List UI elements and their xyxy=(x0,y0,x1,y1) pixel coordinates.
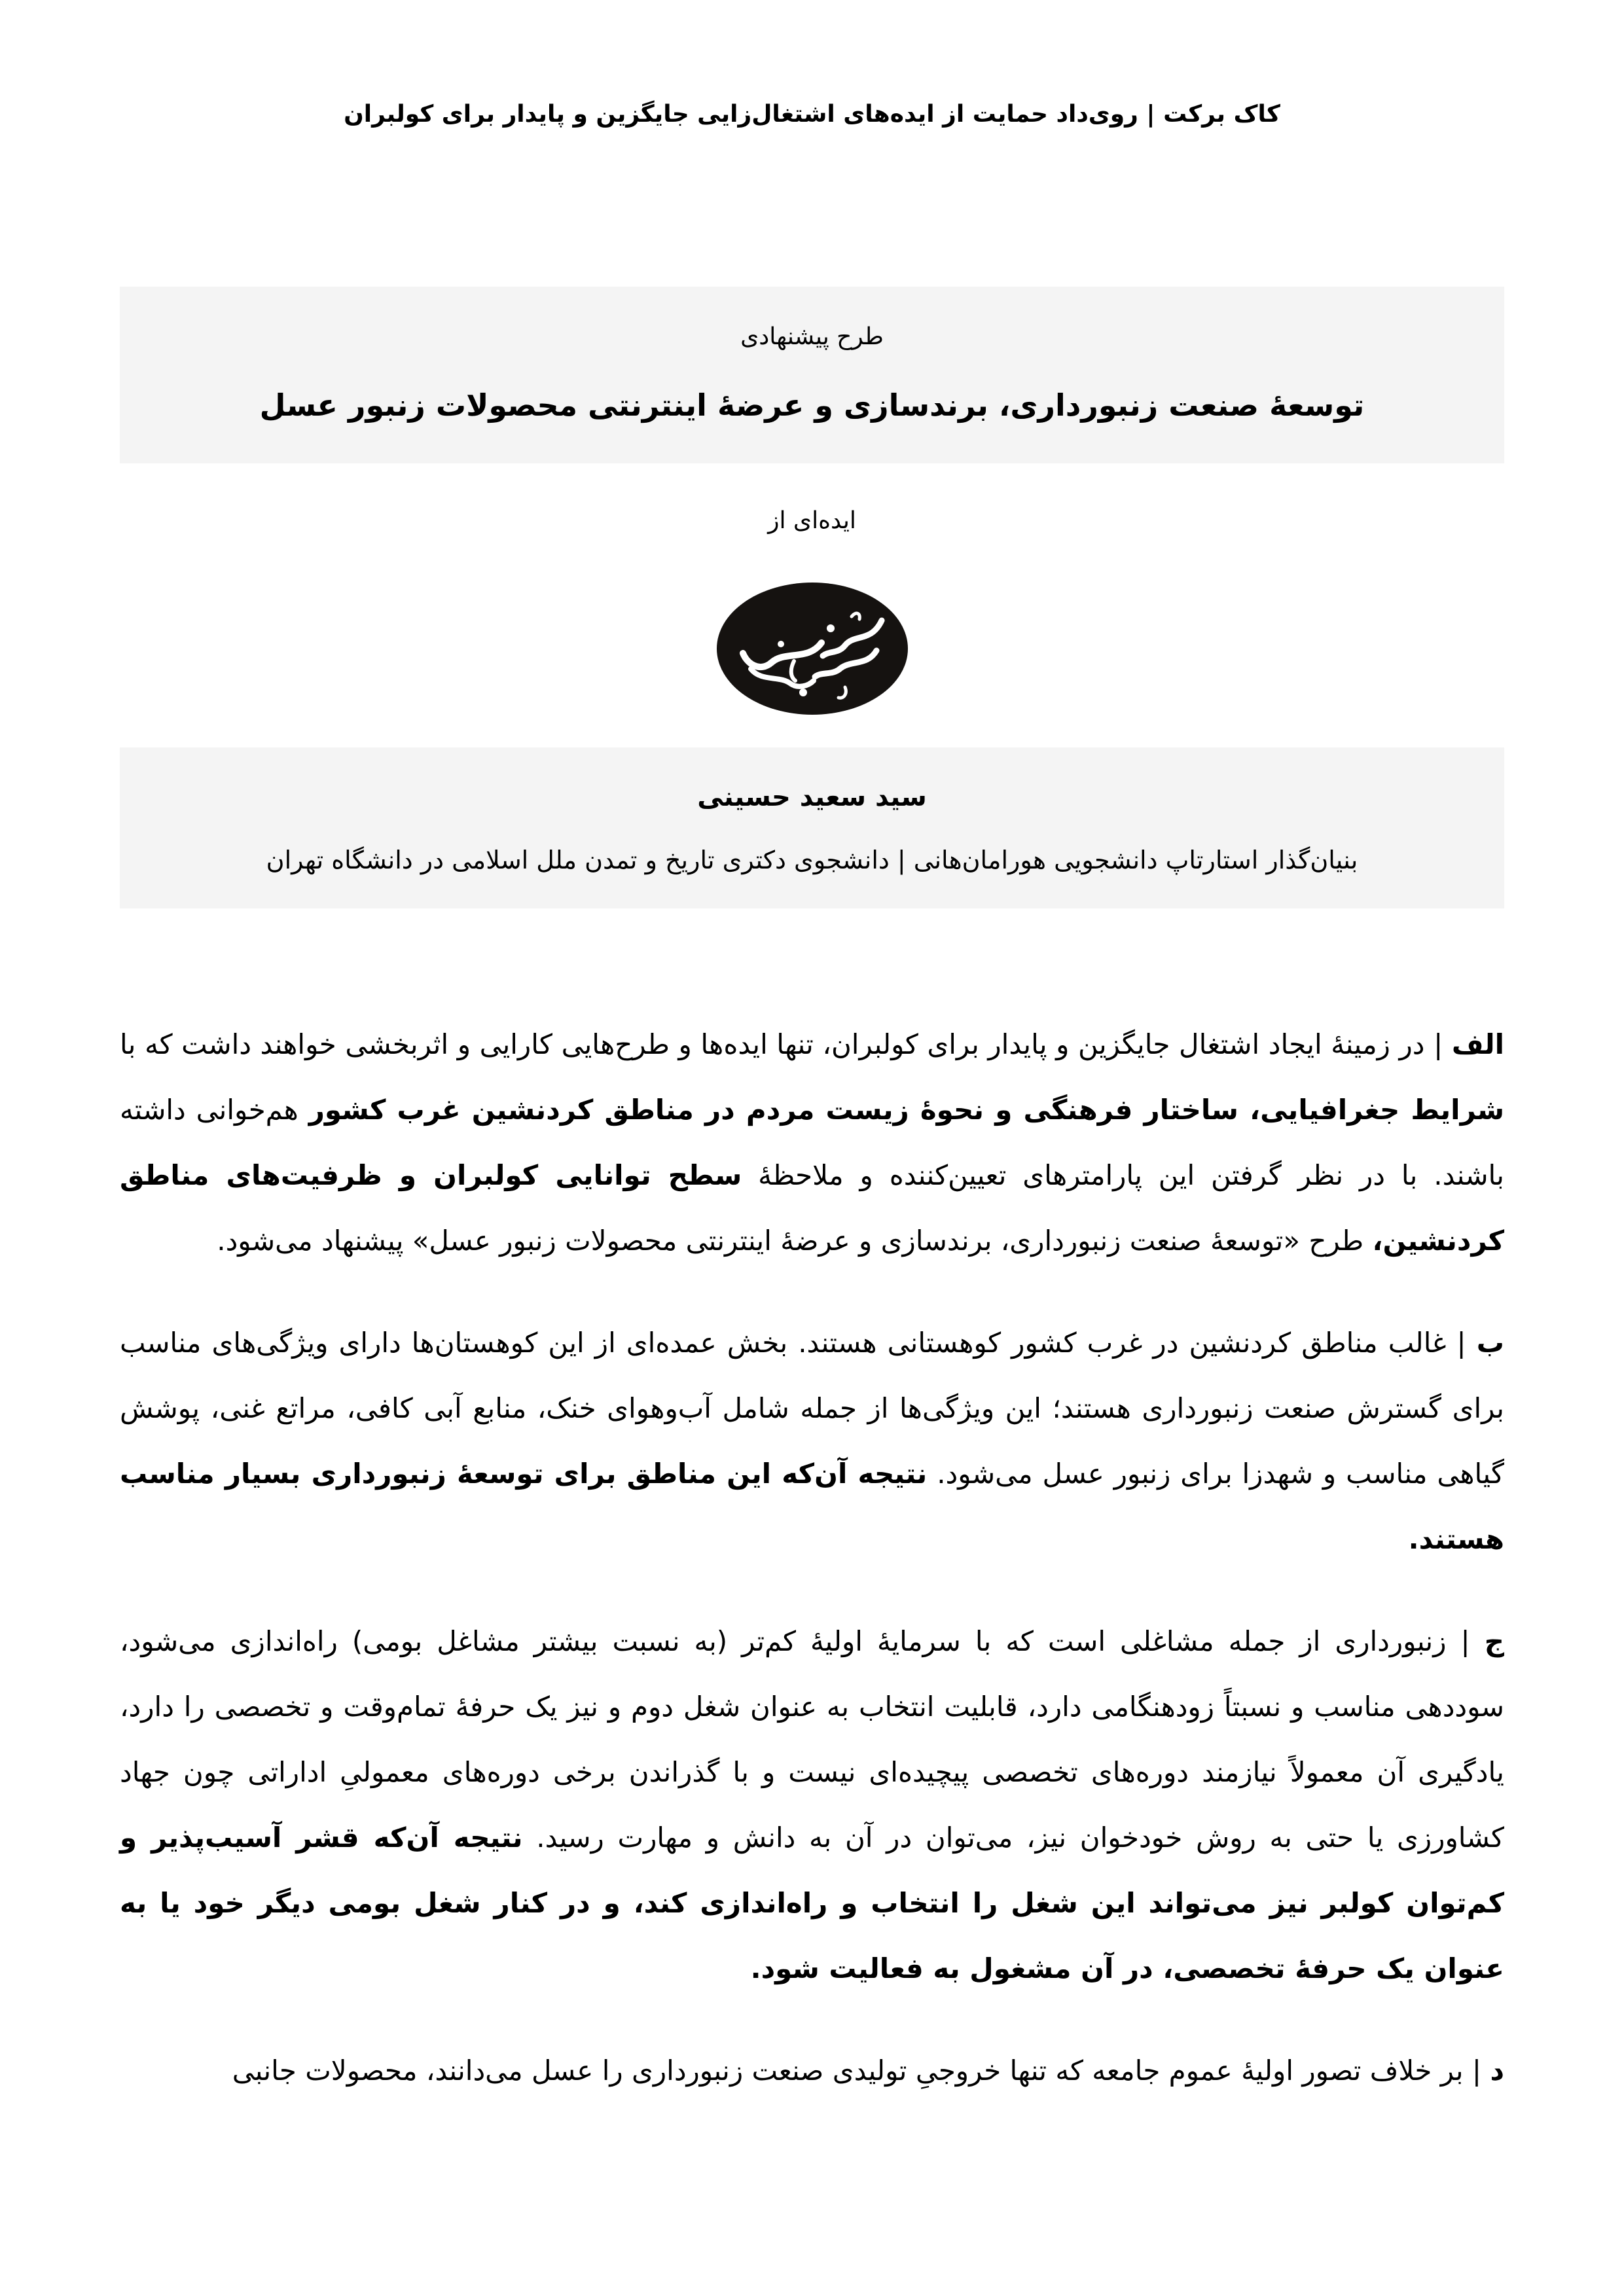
byline-label: ایده‌ای از xyxy=(768,507,856,534)
text-run: | بر خلاف تصور اولیهٔ عموم جامعه که تنها خروجیِ تولیدی صنعت زنبورداری را عسل می‌دانند، محصولات جانبی xyxy=(232,2054,1490,2087)
text-run: | غالب مناطق کردنشین در غرب کشور کوهستانی هستند. بخش عمده‌ای از این کوهستان‌ها دارای ویژگی‌های مناسب برای گسترش صنعت زنبورداری هستند؛ این ویژگی‌ها از جمله شامل آب‌وهوای خنک، منابع آبی کافی، مراتع غنی، پوشش گیاهی مناسب و شهدزا برای زنبور عسل می‌شود. xyxy=(120,1327,1504,1490)
paragraph xyxy=(120,1310,1504,1572)
text-run: | در زمینهٔ ایجاد اشتغال جایگزین و پایدار برای کولبران، تنها ایده‌ها و طرح‌هایی کارایی و اثربخشی خواهند داشت که با xyxy=(120,1028,1452,1060)
author-name: سید سعید حسینی xyxy=(697,782,927,812)
text-run: هم‌خوانی داشته باشند. با در نظر گرفتن این پارامترهای تعیین‌کننده و ملاحظهٔ xyxy=(120,1094,1505,1191)
author-band xyxy=(120,747,1504,908)
proposal-title-band xyxy=(120,287,1504,463)
author-role: بنیان‌گذار استارتاپ دانشجویی هورامان‌هانی | دانشجوی دکتری تاریخ و تمدن ملل اسلامی در دانشگاه تهران xyxy=(266,846,1358,874)
text-run: نتیجه آن‌که این مناطق برای توسعهٔ زنبورداری بسیار مناسب هستند. xyxy=(120,1458,1504,1555)
text-run: د xyxy=(1490,2054,1504,2087)
text-run: ب xyxy=(1476,1327,1504,1359)
document-content xyxy=(120,0,1504,2104)
logo-container xyxy=(120,583,1504,715)
text-run: نتیجه آن‌که قشر آسیب‌پذیر و کم‌توان کولبر نیز می‌تواند این شغل را انتخاب و راه‌اندازی کند، و در کنار شغل بومی دیگر خود یا به عنوان یک حرفهٔ تخصصی، در آن مشغول به فعالیت شود. xyxy=(120,1821,1504,1984)
text-run: سطح توانایی کولبران و ظرفیت‌های مناطق کردنشین، xyxy=(120,1159,1504,1257)
text-run: الف xyxy=(1451,1028,1504,1060)
paragraph xyxy=(120,1609,1504,2001)
text-run: | زنبورداری از جمله مشاغلی است که با سرمایهٔ اولیهٔ کم‌تر (به نسبت بیشتر مشاغل بومی) راه‌اندازی می‌شود، سوددهی مناسب و نسبتاً زودهنگامی دارد، قابلیت انتخاب به عنوان شغل دوم و نیز یک حرفهٔ تمام‌وقت و تخصصی را دارد، یادگیری آن معمولاً نیازمند دوره‌های تخصصی پیچیده‌ای نیست و با گذراندن برخی دوره‌های معمولیِ اداراتی چون جهاد کشاورزی یا حتی به روش خودخوان نیز، می‌توان در آن به دانش و مهارت رسید. xyxy=(120,1625,1504,1854)
text-run: شرایط جغرافیایی، ساختار فرهنگی و نحوهٔ زیست مردم در مناطق کردنشین غرب کشور xyxy=(308,1094,1504,1126)
body-paragraphs xyxy=(120,1012,1504,2104)
calligraphy-signature-icon xyxy=(717,583,908,715)
proposal-title: توسعهٔ صنعت زنبورداری، برندسازی و عرضهٔ اینترنتی محصولات زنبور عسل xyxy=(259,387,1365,423)
proposal-kicker: طرح پیشنهادی xyxy=(740,323,884,350)
text-run: طرح «توسعهٔ صنعت زنبورداری، برندسازی و عرضهٔ اینترنتی محصولات زنبور عسل» پیشنهاد می‌شود. xyxy=(217,1225,1373,1257)
paragraph xyxy=(120,1012,1504,1274)
text-run: ج xyxy=(1484,1625,1504,1657)
event-header-line: کاک برکت | روی‌داد حمایت از ایده‌های اشتغال‌زایی جایگزین و پایدار برای کولبران xyxy=(344,101,1280,128)
paragraph xyxy=(120,2038,1504,2104)
